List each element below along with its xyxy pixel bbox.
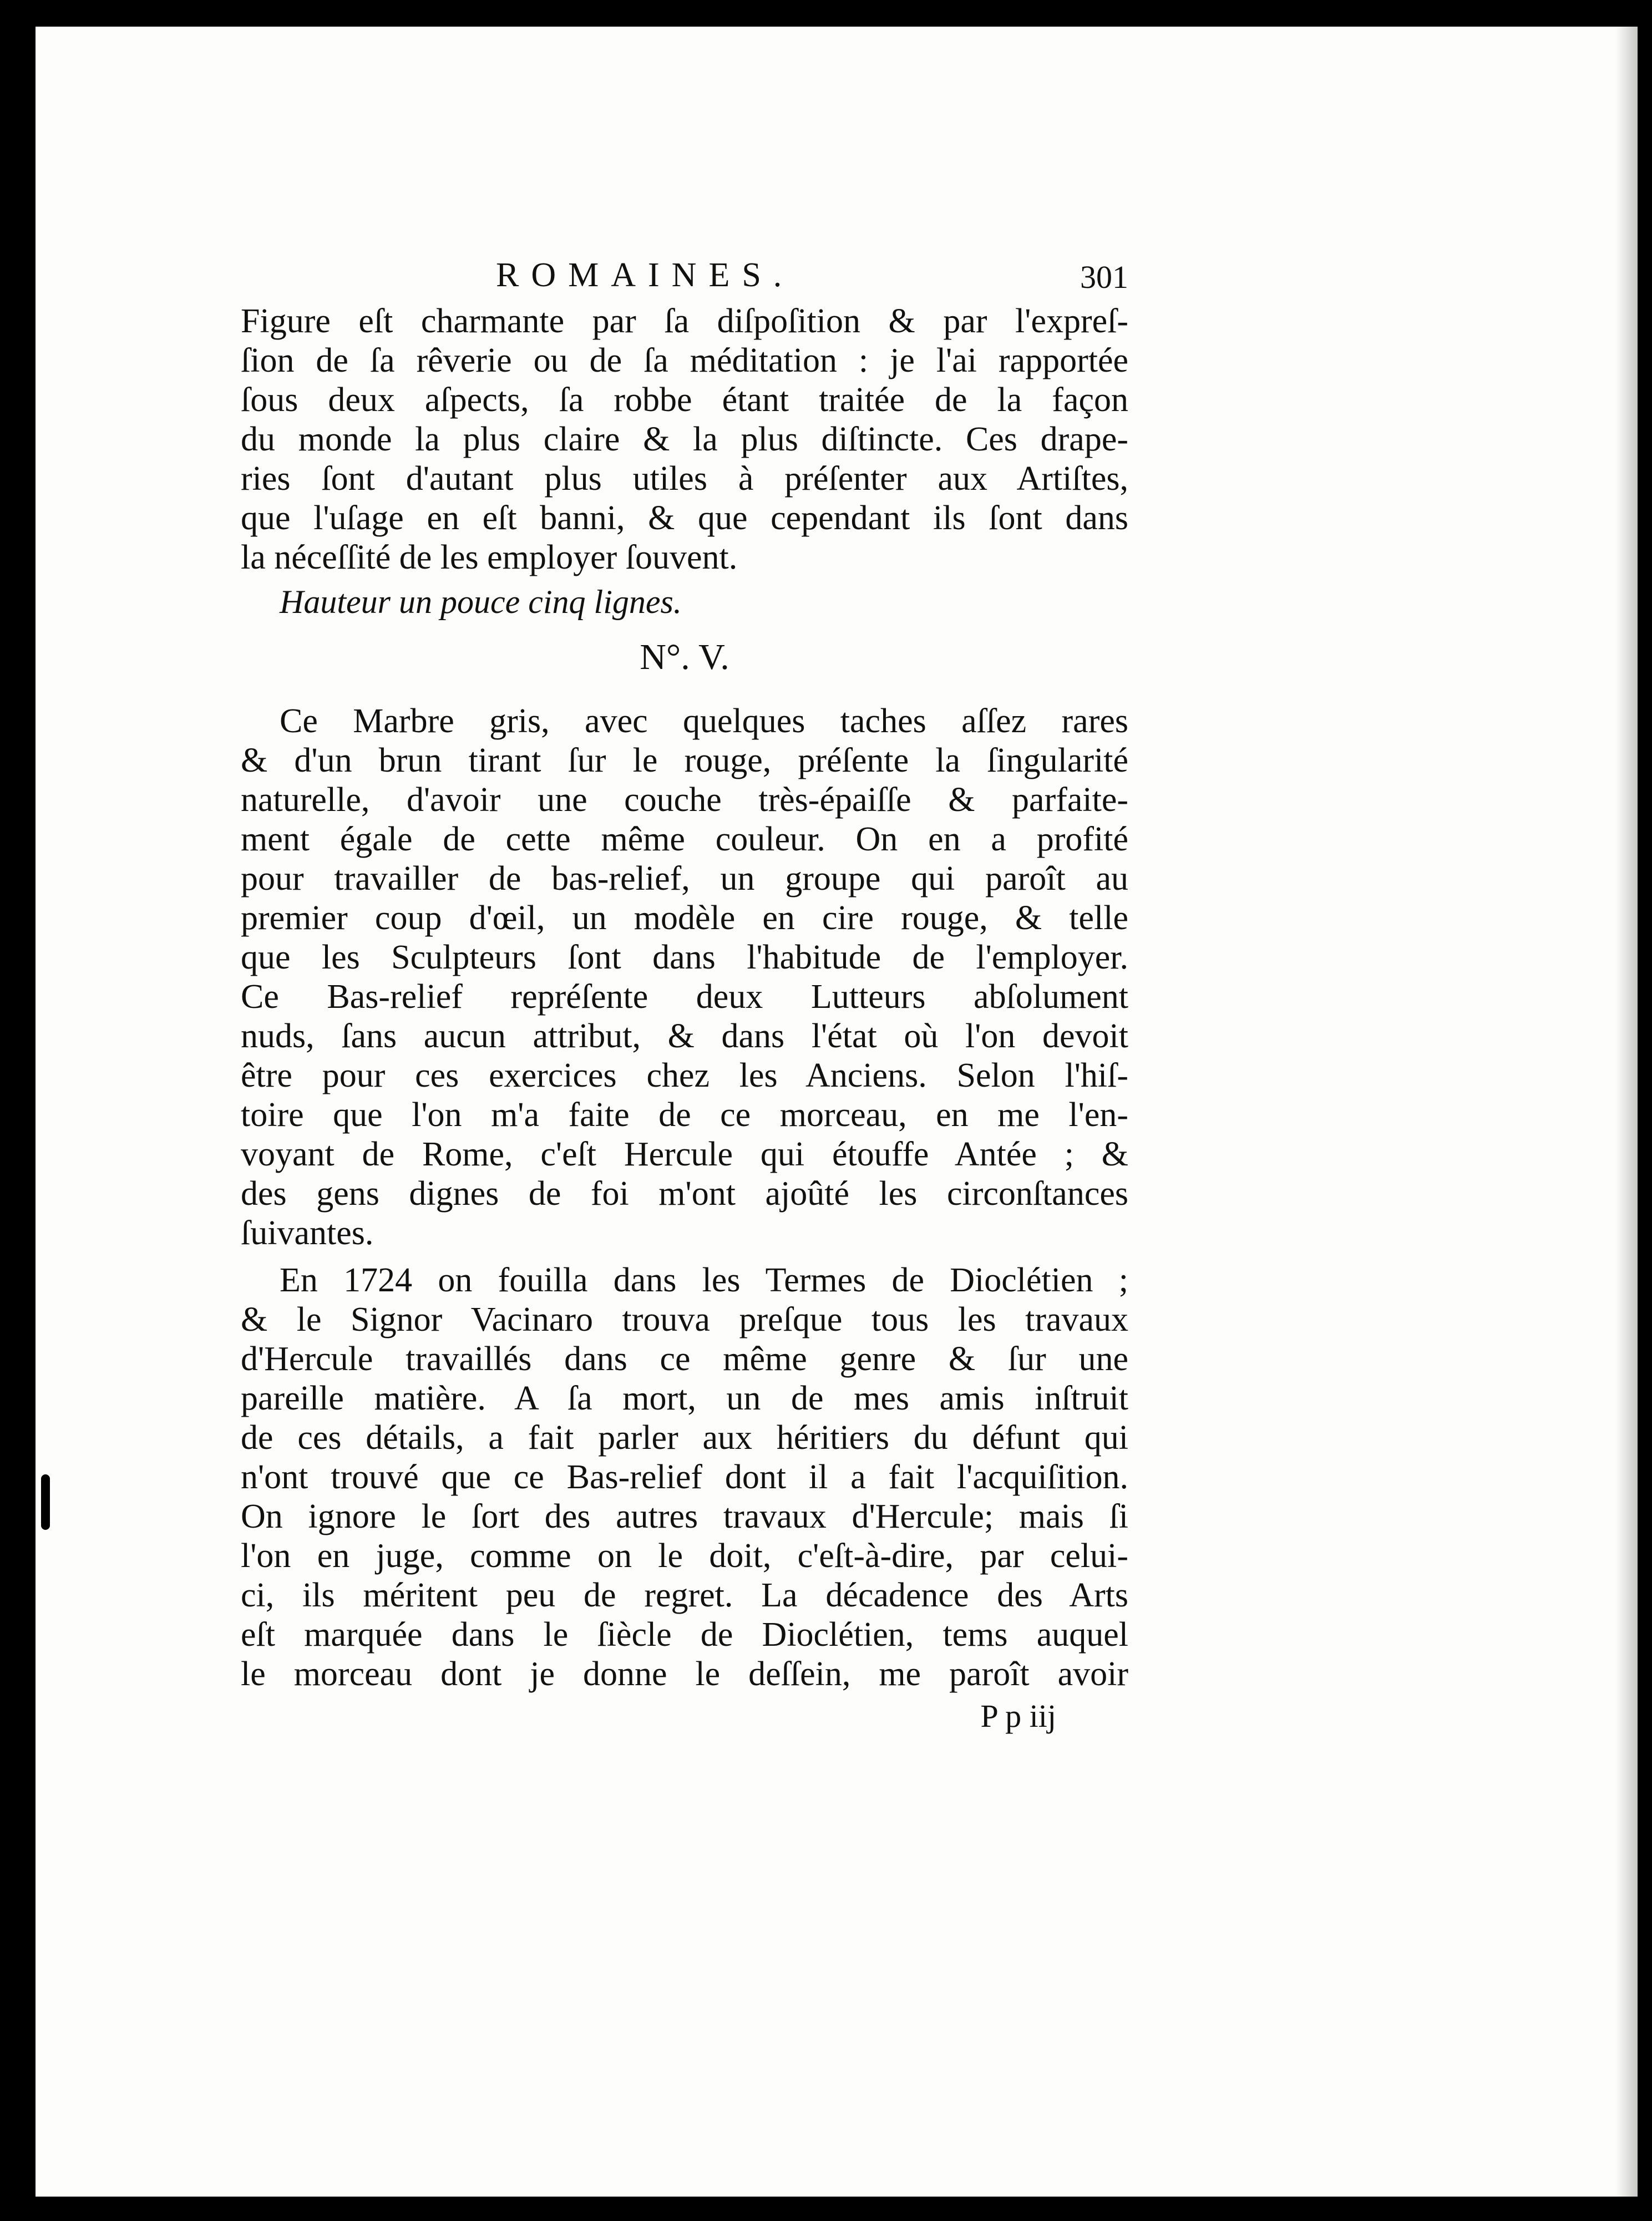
text-line: que l'uſage en eſt banni, & que cependant ils ſont dans: [241, 499, 1128, 537]
text-line: En 1724 on fouilla dans les Termes de Dioclétien ;: [280, 1261, 1128, 1299]
page-text-block: [241, 249, 1128, 1738]
signature-mark: P p iij: [980, 1698, 1056, 1734]
text-line: Ce Bas-relief repréſente deux Lutteurs abſolument: [241, 978, 1128, 1016]
page-edge-shadow: [1615, 27, 1638, 2197]
text-line: être pour ces exercices chez les Anciens. Selon l'hiſ-: [241, 1057, 1128, 1094]
text-line: de ces détails, a fait parler aux héritiers du défunt qui: [241, 1419, 1128, 1457]
text-line: Figure eſt charmante par ſa diſpoſition & par l'expreſ-: [241, 302, 1128, 340]
text-line: n'ont trouvé que ce Bas-relief dont il a fait l'acquiſition.: [241, 1458, 1128, 1496]
text-line: & le Signor Vacinaro trouva preſque tous les travaux: [241, 1301, 1128, 1338]
text-line: toire que l'on m'a faite de ce morceau, en me l'en-: [241, 1096, 1128, 1134]
text-line: Ce Marbre gris, avec quelques taches aſſez rares: [280, 702, 1128, 740]
text-line: ſion de ſa rêverie ou de ſa méditation : je l'ai rapportée: [241, 342, 1128, 379]
binding-mark: [41, 1474, 50, 1530]
text-line: l'on en juge, comme on le doit, c'eſt-à-dire, par celui-: [241, 1537, 1128, 1575]
text-line: du monde la plus claire & la plus diſtincte. Ces drape-: [241, 420, 1128, 458]
text-line: premier coup d'œil, un modèle en cire rouge, & telle: [241, 899, 1128, 937]
text-line: ci, ils méritent peu de regret. La décadence des Arts: [241, 1576, 1128, 1614]
paragraph-2: [241, 702, 1128, 1253]
paragraph-gap: [241, 1253, 1128, 1261]
paragraph-1: [241, 302, 1128, 577]
text-line: naturelle, d'avoir une couche très-épaiſſe & parfaite-: [241, 781, 1128, 819]
text-line: ment égale de cette même couleur. On en a profité: [241, 820, 1128, 858]
text-line: pareille matière. A ſa mort, un de mes amis inſtruit: [241, 1380, 1128, 1417]
text-line: la néceſſité de les employer ſouvent.: [241, 539, 738, 576]
running-head: [241, 249, 1128, 302]
text-line: & d'un brun tirant ſur le rouge, préſente la ſingularité: [241, 742, 1128, 779]
text-line: On ignore le ſort des autres travaux d'Hercule; mais ſi: [241, 1498, 1128, 1535]
section-title: N°. V.: [640, 637, 729, 677]
text-line: ries ſont d'autant plus utiles à préſenter aux Artiſtes,: [241, 460, 1128, 498]
text-line: voyant de Rome, c'eſt Hercule qui étouffe Antée ; &: [241, 1135, 1128, 1173]
running-head-title: ROMAINES.: [496, 256, 794, 294]
text-line: d'Hercule travaillés dans ce même genre & ſur une: [241, 1340, 1128, 1378]
text-line: que les Sculpteurs ſont dans l'habitude de l'employer.: [241, 939, 1128, 976]
text-line: eſt marquée dans le ſiècle de Dioclétien, tems auquel: [241, 1616, 1128, 1654]
text-line: ſous deux aſpects, ſa robbe étant traitée de la façon: [241, 381, 1128, 419]
text-line: des gens dignes de foi m'ont ajoûté les circonſtances: [241, 1175, 1128, 1213]
book-page: [36, 27, 1638, 2197]
paragraph-3: [241, 1261, 1128, 1694]
text-line: le morceau dont je donne le deſſein, me paroît avoir: [241, 1655, 1128, 1693]
page-number: 301: [1080, 259, 1128, 295]
text-line: nuds, ſans aucun attribut, & dans l'état où l'on devoit: [241, 1017, 1128, 1055]
measurement-note: Hauteur un pouce cinq lignes.: [280, 584, 682, 620]
text-line: ſuivantes.: [241, 1214, 374, 1252]
text-line: pour travailler de bas-relief, un groupe qui paroît au: [241, 860, 1128, 897]
